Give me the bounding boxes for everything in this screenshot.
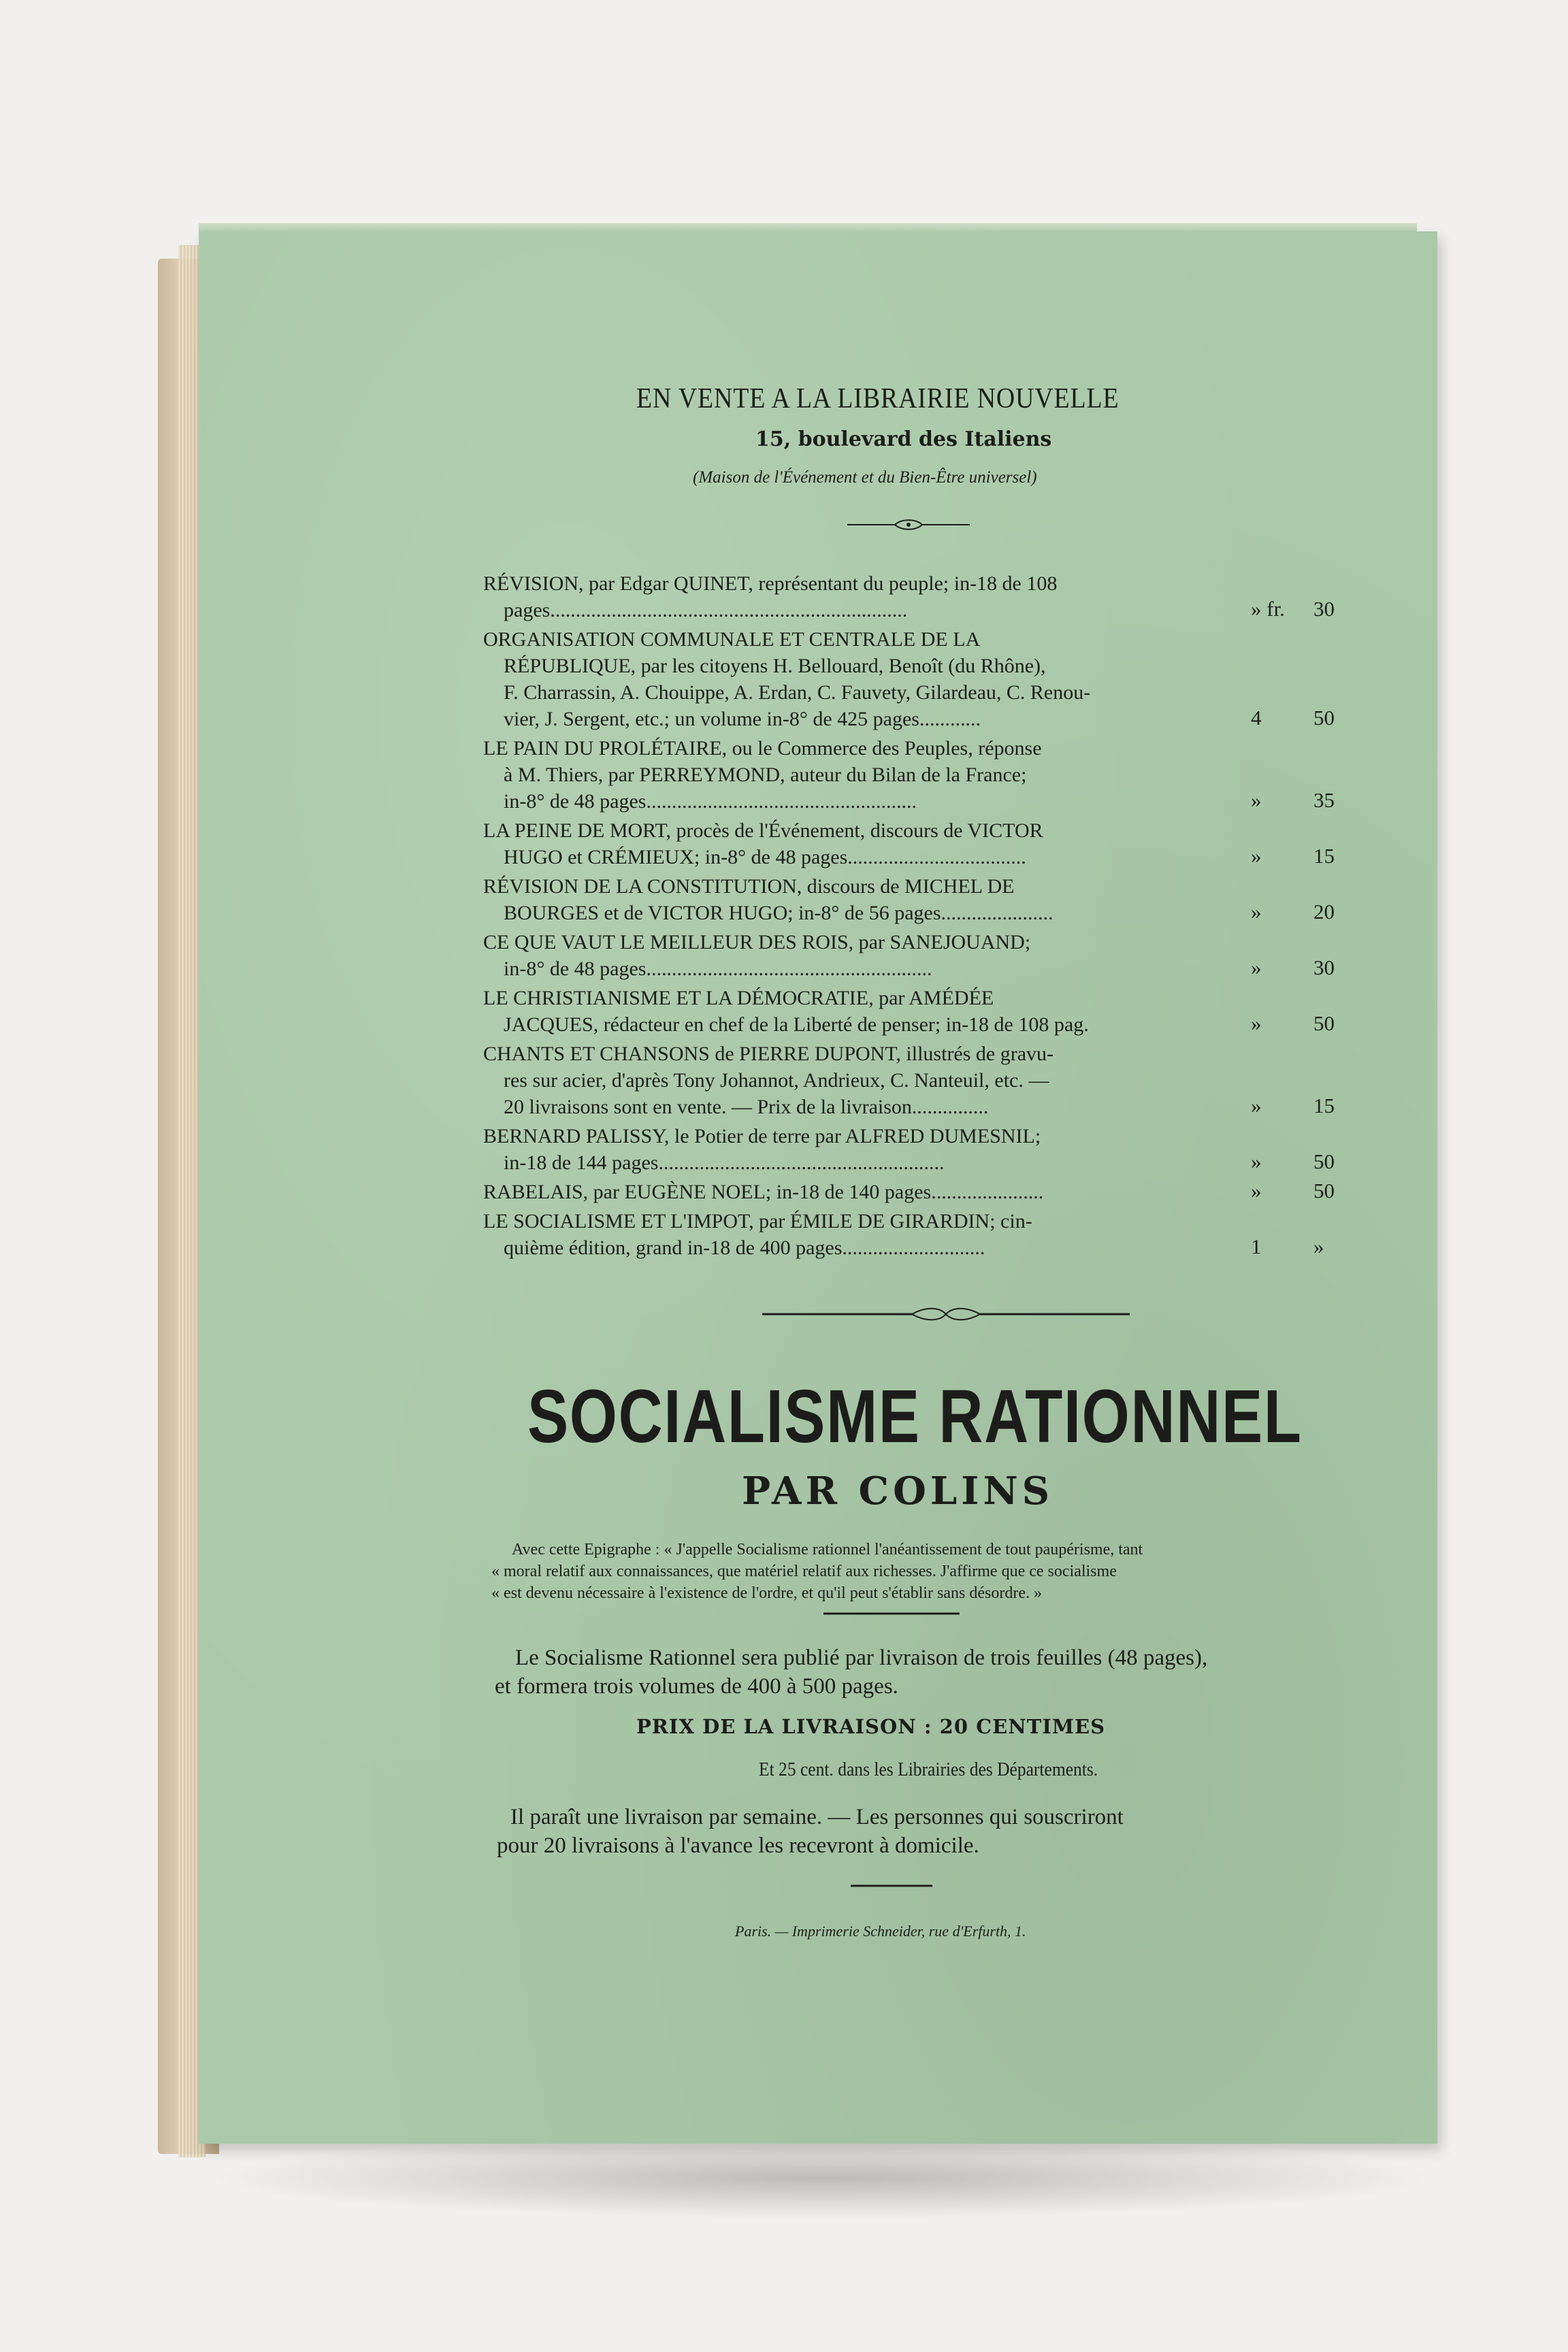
catalog-entry-line: HUGO et CRÉMIEUX; in-8° de 48 pages...................................	[504, 846, 1026, 868]
book-shadow	[204, 2137, 1443, 2219]
price-francs: »	[1251, 1094, 1262, 1117]
ornament-divider-icon	[847, 517, 970, 532]
price-francs: »	[1251, 900, 1262, 924]
price-centimes: »	[1313, 1235, 1324, 1258]
subscription-line: Il paraît une livraison par semaine. — Les personnes qui souscriront	[510, 1805, 1124, 1829]
catalog-entry-line: LE PAIN DU PROLÉTAIRE, ou le Commerce des Peuples, réponse	[483, 737, 1042, 760]
catalog-entry-line: RÉPUBLIQUE, par les citoyens H. Bellouard, Benoît (du Rhône),	[504, 655, 1046, 677]
catalog-entry-line: RÉVISION, par Edgar QUINET, représentant du peuple; in-18 de 108	[483, 572, 1058, 595]
ornament-rule-icon	[762, 1307, 1130, 1322]
price-heading: PRIX DE LA LIVRAISON : 20 CENTIMES	[636, 1715, 1106, 1738]
short-rule-icon	[851, 1878, 932, 1893]
price-centimes: 30	[1313, 956, 1335, 979]
catalog-entry-line: 20 livraisons sont en vente. — Prix de la livraison...............	[504, 1096, 989, 1118]
catalog-entry-line: res sur acier, d'après Tony Johannot, Andrieux, C. Nanteuil, etc. —	[504, 1069, 1049, 1092]
catalog-entry-line: quième édition, grand in-18 de 400 pages............................	[504, 1237, 985, 1259]
price-centimes: 50	[1313, 1149, 1335, 1173]
catalog-entry-line: RABELAIS, par EUGÈNE NOEL; in-18 de 140 pages......................	[483, 1181, 1044, 1203]
catalog-entry-line: JACQUES, rédacteur en chef de la Liberté de penser; in-18 de 108 pag.	[504, 1013, 1089, 1036]
catalog-entry-line: ORGANISATION COMMUNALE ET CENTRALE DE LA	[483, 628, 981, 651]
price-francs: »	[1251, 844, 1262, 868]
price-francs: 4	[1251, 706, 1262, 730]
departments-note: Et 25 cent. dans les Librairies des Départements.	[759, 1759, 1098, 1780]
publication-line: Le Socialisme Rationnel sera publié par livraison de trois feuilles (48 pages),	[515, 1646, 1208, 1670]
price-francs: »	[1251, 956, 1262, 979]
price-centimes: 20	[1313, 900, 1335, 924]
price-centimes: 50	[1313, 1179, 1335, 1203]
catalog-entry-line: LA PEINE DE MORT, procès de l'Événement, discours de VICTOR	[483, 819, 1043, 842]
catalog-entry-line: BERNARD PALISSY, le Potier de terre par ALFRED DUMESNIL;	[483, 1125, 1041, 1147]
price-centimes: 35	[1313, 788, 1335, 812]
publication-line: et formera trois volumes de 400 à 500 pages.	[495, 1674, 898, 1699]
header-address: 15, boulevard des Italiens	[755, 427, 1052, 451]
price-francs: » fr.	[1251, 597, 1285, 621]
header-subtitle: (Maison de l'Événement et du Bien-Être universel)	[693, 468, 1037, 487]
feature-title: SOCIALISME RATIONNEL	[527, 1375, 1303, 1458]
price-centimes: 15	[1313, 844, 1335, 868]
catalog-entry-line: LE SOCIALISME ET L'IMPOT, par ÉMILE DE GIRARDIN; cin-	[483, 1210, 1032, 1232]
price-francs: »	[1251, 1179, 1262, 1203]
catalog-entry-line: LE CHRISTIANISME ET LA DÉMOCRATIE, par AMÉDÉE	[483, 987, 994, 1009]
price-francs: »	[1251, 788, 1262, 812]
catalog-entry-line: CHANTS ET CHANSONS de PIERRE DUPONT, illustrés de gravu-	[483, 1043, 1054, 1065]
price-francs: »	[1251, 1149, 1262, 1173]
price-francs: »	[1251, 1011, 1262, 1035]
price-francs: 1	[1251, 1235, 1262, 1258]
short-rule-icon	[823, 1606, 960, 1621]
catalog-entry-line: BOURGES et de VICTOR HUGO; in-8° de 56 pages......................	[504, 902, 1054, 924]
printer-imprint: Paris. — Imprimerie Schneider, rue d'Erfurth, 1.	[735, 1923, 1026, 1940]
header-title: EN VENTE A LA LIBRAIRIE NOUVELLE	[636, 383, 1120, 414]
catalog-entry-line: RÉVISION DE LA CONSTITUTION, discours de MICHEL DE	[483, 875, 1015, 898]
price-centimes: 15	[1313, 1094, 1335, 1117]
epigraph-line: « moral relatif aux connaissances, que matériel relatif aux richesses. J'affirme que ce socialisme	[491, 1563, 1117, 1580]
epigraph-line: Avec cette Epigraphe : « J'appelle Socialisme rationnel l'anéantissement de tout paupérisme, tant	[512, 1541, 1143, 1558]
price-centimes: 30	[1313, 597, 1335, 621]
catalog-entry-line: in-18 de 144 pages........................................................	[504, 1152, 945, 1174]
catalog-entry-line: CE QUE VAUT LE MEILLEUR DES ROIS, par SANEJOUAND;	[483, 931, 1031, 953]
price-centimes: 50	[1313, 1011, 1335, 1035]
subscription-line: pour 20 livraisons à l'avance les recevront à domicile.	[497, 1833, 979, 1858]
catalog-entry-line: pages......................................................................	[504, 599, 908, 621]
catalog-entry-line: in-8° de 48 pages........................................................	[504, 958, 932, 980]
price-centimes: 50	[1313, 706, 1335, 730]
catalog-entry-line: vier, J. Sergent, etc.; un volume in-8° de 425 pages............	[504, 708, 981, 730]
catalog-entry-line: F. Charrassin, A. Chouippe, A. Erdan, C. Fauvety, Gilardeau, C. Renou-	[504, 681, 1091, 704]
catalog-entry-line: à M. Thiers, par PERREYMOND, auteur du Bilan de la France;	[504, 764, 1027, 786]
catalog-entry-line: in-8° de 48 pages.....................................................	[504, 790, 917, 813]
feature-author: PAR COLINS	[742, 1469, 1054, 1514]
epigraph-line: « est devenu nécessaire à l'existence de l'ordre, et qu'il peut s'établir sans désordre. »	[491, 1584, 1043, 1602]
